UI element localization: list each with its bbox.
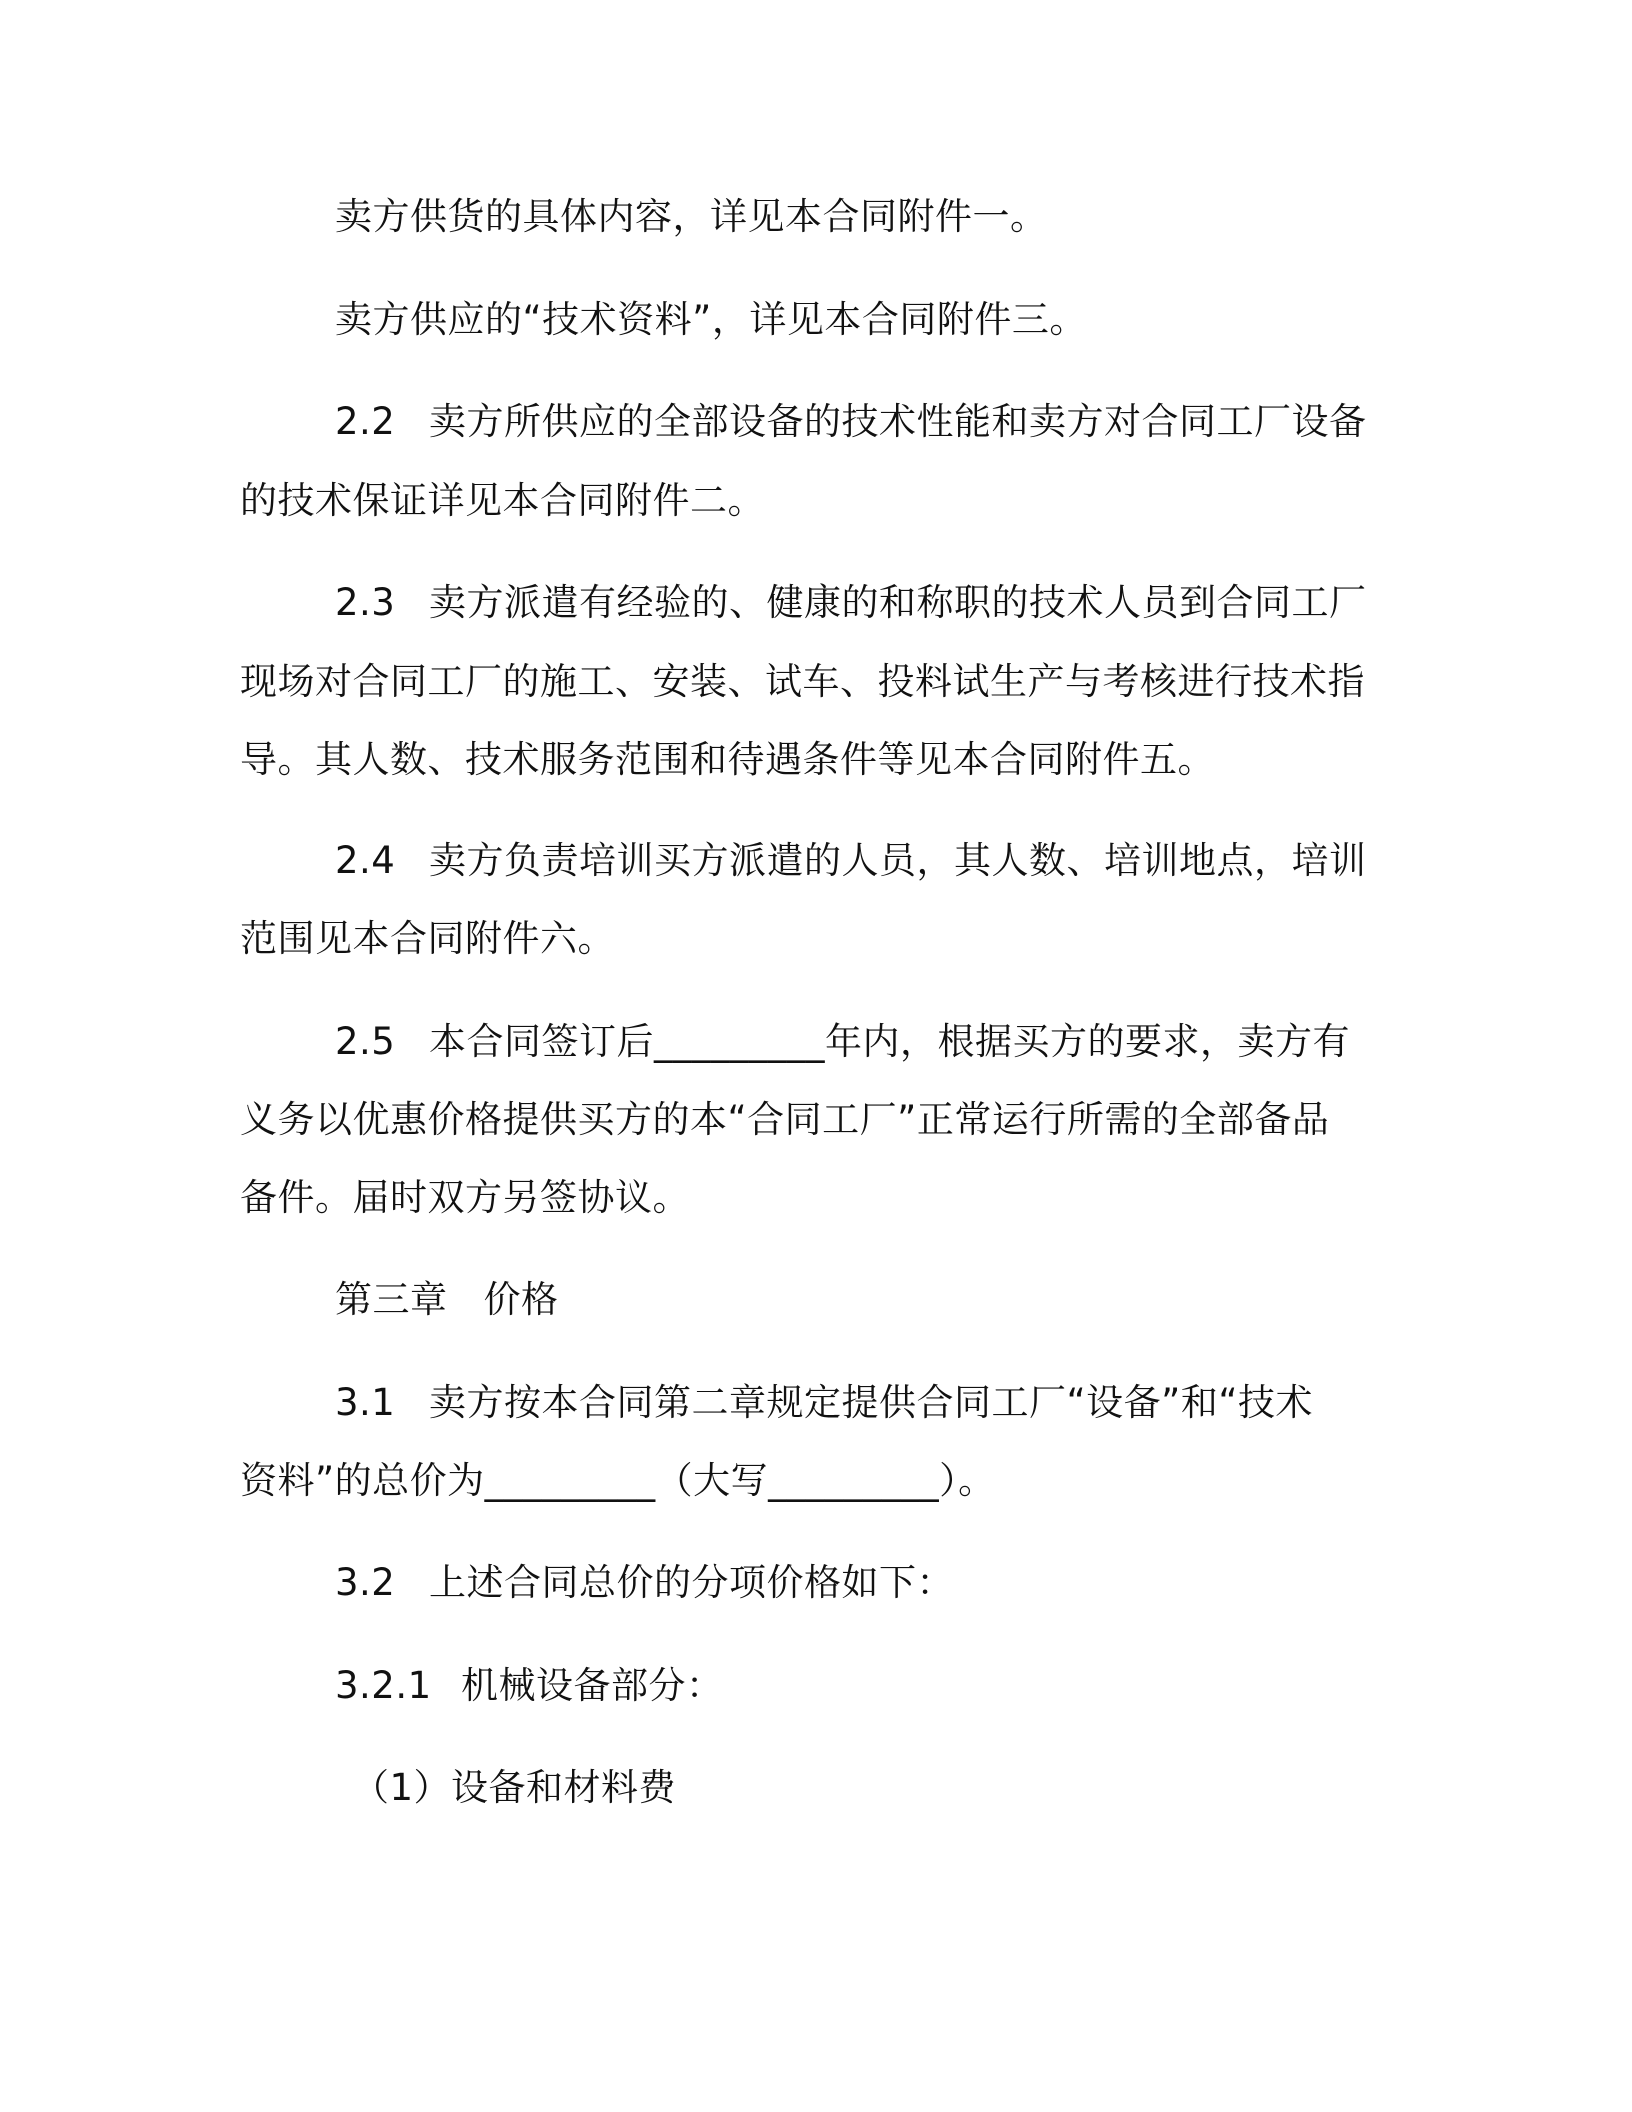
clause-number: 3.2.1	[335, 1664, 432, 1707]
clause-3-1: 3.1 卖方按本合同第二章规定提供合同工厂“设备”和“技术	[335, 1378, 1455, 1428]
clause-number: 2.4	[335, 839, 396, 882]
clause-2-4: 2.4 卖方负责培训买方派遣的人员，其人数、培训地点，培训	[335, 836, 1455, 886]
clause-3-2: 3.2 上述合同总价的分项价格如下：	[335, 1558, 1455, 1608]
paragraph-line: 资料”的总价为_________（大写_________）。	[240, 1459, 996, 1502]
paragraph-line: 导。其人数、技术服务范围和待遇条件等见本合同附件五。	[240, 738, 1215, 781]
clause-2-2: 2.2 卖方所供应的全部设备的技术性能和卖方对合同工厂设备	[335, 397, 1455, 447]
paragraph-line: 范围见本合同附件六。	[240, 917, 615, 960]
clause-3-2-1: 3.2.1 机械设备部分：	[335, 1661, 1455, 1711]
clause-number: 2.2	[335, 400, 396, 443]
list-item: （1）设备和材料费	[352, 1766, 677, 1809]
paragraph-line: 义务以优惠价格提供买方的本“合同工厂”正常运行所需的全部备品	[240, 1098, 1330, 1141]
clause-number: 3.2	[335, 1561, 396, 1604]
clause-number: 2.3	[335, 581, 396, 624]
chapter-heading: 第三章 价格	[335, 1278, 559, 1321]
clause-2-3: 2.3 卖方派遣有经验的、健康的和称职的技术人员到合同工厂	[335, 578, 1455, 628]
paragraph-line: 备件。届时双方另签协议。	[240, 1176, 690, 1219]
paragraph-line: 现场对合同工厂的施工、安装、试车、投料试生产与考核进行技术指	[240, 660, 1365, 703]
paragraph-line: 卖方供货的具体内容，详见本合同附件一。	[335, 195, 1048, 238]
paragraph-line: 的技术保证详见本合同附件二。	[240, 479, 765, 522]
clause-number: 2.5	[335, 1020, 396, 1063]
clause-number: 3.1	[335, 1381, 396, 1424]
clause-2-5: 2.5 本合同签订后_________年内，根据买方的要求，卖方有	[335, 1017, 1455, 1067]
paragraph-line: 卖方供应的“技术资料”，详见本合同附件三。	[335, 298, 1087, 341]
